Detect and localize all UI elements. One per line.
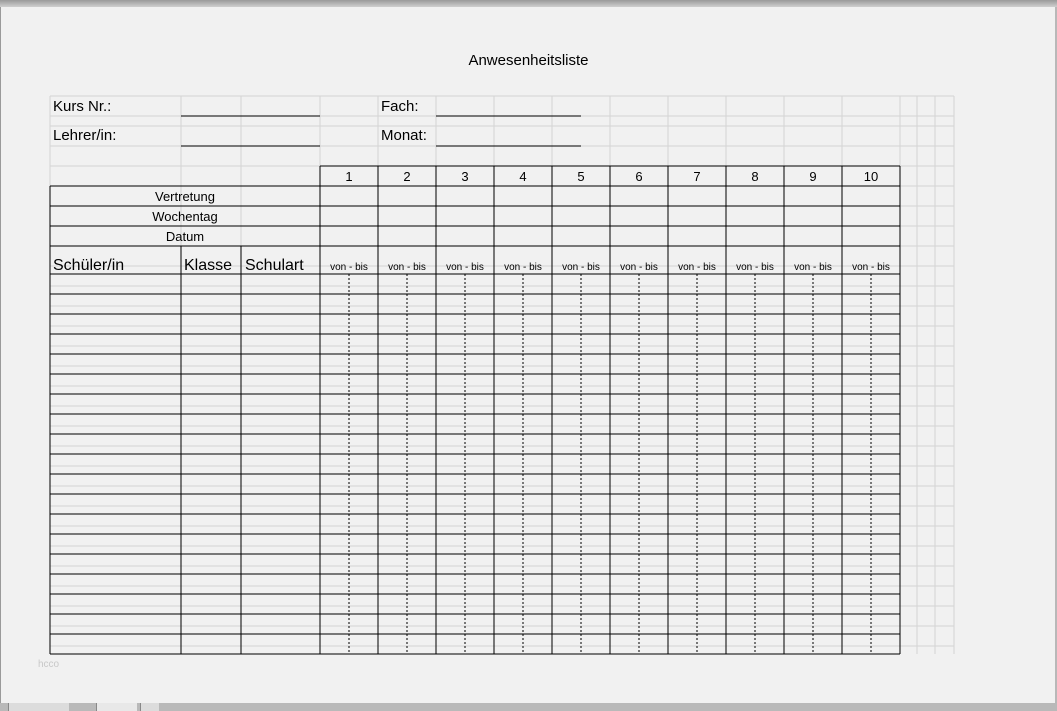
datum-label: Datum bbox=[165, 229, 205, 244]
page-title: Anwesenheitsliste bbox=[468, 52, 589, 69]
day-number-5: 5 bbox=[577, 169, 585, 184]
time-range-label: von - bis bbox=[446, 262, 484, 273]
time-range-label: von - bis bbox=[388, 262, 426, 273]
day-number-1: 1 bbox=[345, 169, 353, 184]
day-number-10: 10 bbox=[863, 169, 879, 184]
time-range-label: von - bis bbox=[794, 262, 832, 273]
day-number-2: 2 bbox=[403, 169, 411, 184]
wochentag-label: Wochentag bbox=[152, 209, 218, 224]
time-range-label: von - bis bbox=[620, 262, 658, 273]
day-number-7: 7 bbox=[693, 169, 701, 184]
time-range-label: von - bis bbox=[330, 262, 368, 273]
schulart-column-header: Schulart bbox=[245, 257, 304, 274]
watermark: hcco bbox=[38, 659, 60, 670]
time-range-label: von - bis bbox=[562, 262, 600, 273]
klasse-column-header: Klasse bbox=[184, 257, 233, 274]
day-number-9: 9 bbox=[809, 169, 817, 184]
time-range-label: von - bis bbox=[852, 262, 890, 273]
monat-label: Monat: bbox=[381, 127, 427, 144]
day-number-4: 4 bbox=[519, 169, 527, 184]
fach-label: Fach: bbox=[381, 98, 419, 115]
day-number-6: 6 bbox=[635, 169, 643, 184]
time-range-label: von - bis bbox=[504, 262, 542, 273]
time-range-label: von - bis bbox=[736, 262, 774, 273]
spreadsheet-gridlines bbox=[50, 96, 954, 654]
day-number-8: 8 bbox=[751, 169, 759, 184]
kurs-nr-label: Kurs Nr.: bbox=[53, 98, 112, 115]
vertretung-label: Vertretung bbox=[155, 189, 215, 204]
day-number-3: 3 bbox=[461, 169, 469, 184]
time-range-label: von - bis bbox=[678, 262, 716, 273]
schueler-column-header: Schüler/in bbox=[53, 257, 125, 274]
lehrer-label: Lehrer/in: bbox=[53, 127, 117, 144]
